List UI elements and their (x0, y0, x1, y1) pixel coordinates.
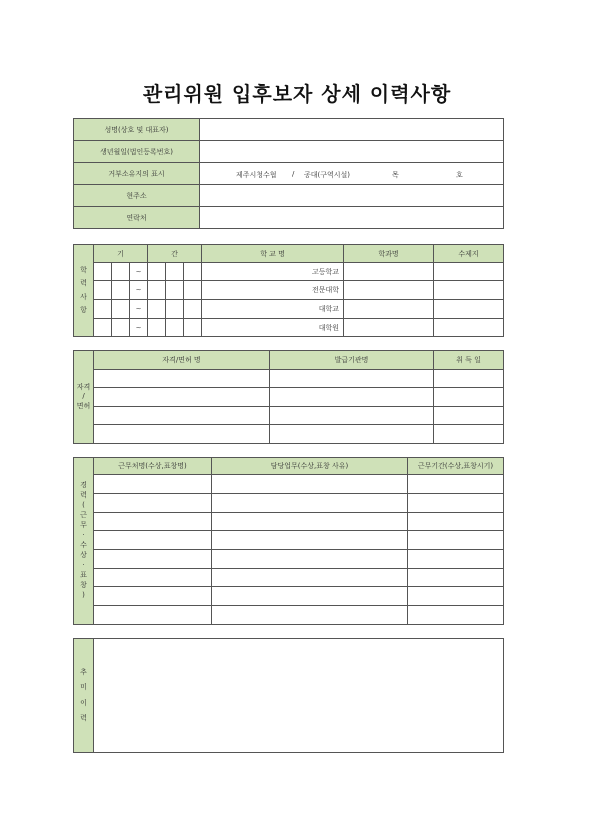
career-side-label: 경 력 ( 근 무 · 수 상 · 표 창 ) (74, 458, 94, 625)
ownership-text: 제주시청수협 (236, 171, 277, 179)
remarks-side-label: 추 미 이 력 (74, 639, 94, 753)
header-duties: 담당업무(수상,표창 사유) (212, 458, 408, 475)
ownership-mid: 공대(구역시설) (304, 171, 351, 179)
label-ownership: 거부소유지의 표시 (74, 163, 200, 185)
school-graduate: 대학원 (202, 319, 344, 337)
value-birthdate[interactable] (200, 141, 504, 163)
school-college: 전문대학 (202, 281, 344, 300)
header-completion: 수제지 (434, 245, 504, 263)
table-row (74, 407, 504, 425)
table-row (74, 370, 504, 388)
header-period-start: 기 (94, 245, 148, 263)
label-contact: 연락처 (74, 207, 200, 229)
table-row (74, 606, 504, 625)
school-highschool: 고등학교 (202, 263, 344, 281)
license-side-label: 자격 / 면허 (74, 351, 94, 444)
table-row: ~ 대학원 (74, 319, 504, 337)
label-birthdate: 생년월일(법인등록번호) (74, 141, 200, 163)
header-school-name: 학 교 명 (202, 245, 344, 263)
ownership-unit-2: 호 (456, 171, 463, 179)
value-ownership[interactable] (200, 163, 504, 185)
table-row (74, 587, 504, 606)
header-period-end: 간 (148, 245, 202, 263)
table-row: ~ 대학교 (74, 300, 504, 319)
header-workplace: 근무처명(수상,표창명) (94, 458, 212, 475)
school-university: 대학교 (202, 300, 344, 319)
header-major: 학과명 (344, 245, 434, 263)
career-table (73, 457, 504, 625)
education-table (73, 244, 504, 337)
table-row (74, 513, 504, 531)
table-row (74, 531, 504, 550)
table-row: ~ 전문대학 (74, 281, 504, 300)
header-period: 근무기간(수상,표창시기) (408, 458, 504, 475)
table-row (74, 569, 504, 587)
value-name[interactable] (200, 119, 504, 141)
ownership-unit-1: 목 (392, 171, 399, 179)
page-title: 관리위원 입후보자 상세 이력사항 (142, 82, 452, 106)
education-side-label: 학 력 사 항 (74, 245, 94, 337)
header-license-name: 자격/면허 명 (94, 351, 270, 370)
remarks-content[interactable] (94, 639, 504, 753)
remarks-table (73, 638, 504, 753)
ownership-separator: / (292, 170, 295, 178)
table-row (74, 550, 504, 569)
table-row (74, 425, 504, 444)
value-address[interactable] (200, 185, 504, 207)
basic-info-table (73, 118, 504, 229)
label-address: 현주소 (74, 185, 200, 207)
table-row: ~ 고등학교 (74, 263, 504, 281)
label-name: 성명(상호 및 대표자) (74, 119, 200, 141)
header-issuer: 발급기관명 (270, 351, 434, 370)
license-table (73, 350, 504, 444)
header-acquired-date: 취 득 일 (434, 351, 504, 370)
table-row (74, 388, 504, 407)
table-row (74, 475, 504, 494)
table-row (74, 494, 504, 513)
value-contact[interactable] (200, 207, 504, 229)
